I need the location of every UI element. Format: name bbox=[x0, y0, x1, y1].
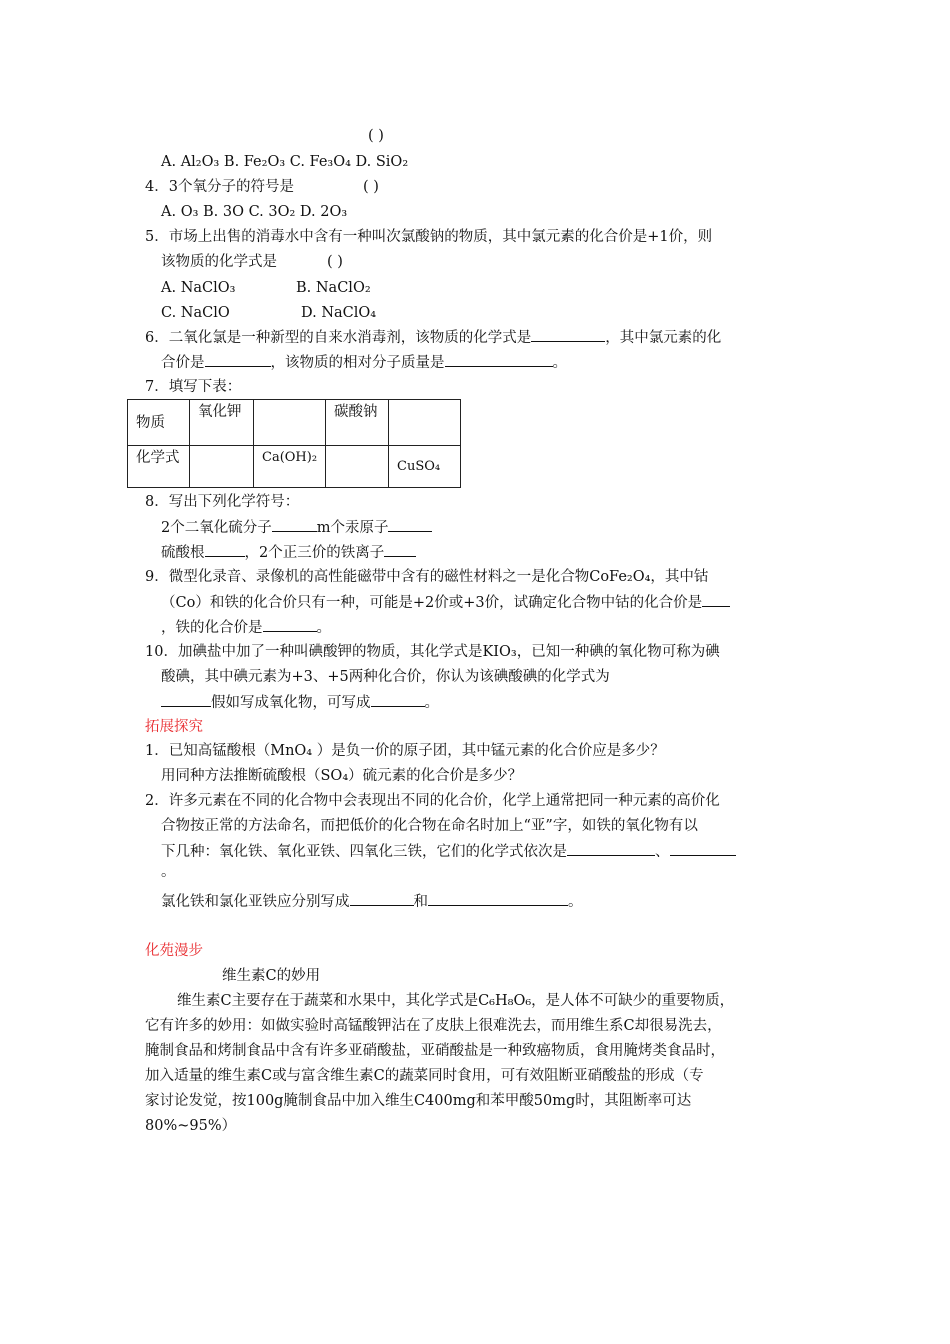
table-cell: 物质 bbox=[128, 400, 190, 446]
q6-blank-formula[interactable] bbox=[531, 327, 605, 342]
q6-text-a: 6．二氧化氯是一种新型的自来水消毒剂，该物质的化学式是 bbox=[145, 330, 532, 346]
table-cell: Ca(OH)₂ bbox=[254, 446, 326, 488]
extend-q2-line4: 。 bbox=[161, 864, 176, 880]
q9-text-b: ，铁的化合价是 bbox=[161, 620, 263, 636]
q10-blank-formula[interactable] bbox=[161, 692, 211, 707]
q6-blank-mass[interactable] bbox=[445, 352, 553, 367]
table-cell: 化学式 bbox=[128, 446, 190, 488]
extend-q2-text-a: 下几种：氧化铁、氧化亚铁、四氧化三铁，它们的化学式依次是 bbox=[161, 844, 567, 860]
extend-q2-blank-3[interactable] bbox=[350, 891, 414, 906]
q9-text-c: 。 bbox=[316, 620, 331, 636]
extend-q2-blank-2[interactable] bbox=[670, 841, 736, 856]
q3-options: A. Al₂O₃ B. Fe₂O₃ C. Fe₃O₄ D. SiO₂ bbox=[161, 154, 409, 170]
q6-line1 bbox=[145, 327, 721, 348]
q5-option-a: A. NaClO₃ bbox=[161, 280, 236, 296]
q6-blank-valence[interactable] bbox=[205, 352, 271, 367]
q4-answer-paren: ( ) bbox=[363, 179, 379, 195]
garden-paragraph-line: 80%~95%） bbox=[145, 1118, 237, 1134]
q5-option-b: B. NaClO₂ bbox=[296, 280, 371, 296]
q8-text-hg: m个汞原子 bbox=[316, 520, 389, 536]
q5-option-d: D. NaClO₄ bbox=[301, 305, 377, 321]
q5-line2: 该物质的化学式是 bbox=[161, 254, 277, 270]
q9-blank-fe[interactable] bbox=[263, 617, 317, 632]
q8-blank-so2[interactable] bbox=[272, 517, 317, 532]
extend-heading: 拓展探究 bbox=[145, 719, 203, 735]
q5-answer-paren: ( ) bbox=[327, 254, 343, 270]
q8-blank-hg[interactable] bbox=[388, 517, 432, 532]
extend-q1-line2: 用同种方法推断硫酸根（SO₄）硫元素的化合价是多少？ bbox=[161, 768, 523, 784]
q9-line2 bbox=[161, 592, 730, 613]
extend-q2-line1: 2．许多元素在不同的化合物中会表现出不同的化合价，化学上通常把同一种元素的高价化 bbox=[145, 793, 720, 809]
q8-text-fe: ，2个正三价的铁离子 bbox=[244, 545, 385, 561]
q10-line3 bbox=[161, 692, 439, 713]
q8-text-sulfate: 硫酸根 bbox=[161, 545, 205, 561]
extend-q2-text-d: 和 bbox=[413, 894, 428, 910]
q4-options: A. O₃ B. 3O C. 3O₂ D. 2O₃ bbox=[161, 204, 348, 220]
q8-stem: 8．写出下列化学符号： bbox=[145, 494, 300, 510]
q10-blank-oxide[interactable] bbox=[371, 692, 425, 707]
table-cell[interactable] bbox=[190, 446, 254, 488]
table-cell[interactable] bbox=[389, 400, 461, 446]
q4-stem: 4．3个氧分子的符号是 bbox=[145, 179, 294, 195]
table-cell: 碳酸钠 bbox=[326, 400, 389, 446]
q10-line1: 10．加碘盐中加了一种叫碘酸钾的物质，其化学式是KIO₃，已知一种碘的氧化物可称为碘 bbox=[145, 644, 720, 660]
q5-option-c: C. NaClO bbox=[161, 305, 230, 321]
q6-line2 bbox=[161, 352, 567, 373]
q6-text-c: 合价是 bbox=[161, 355, 205, 371]
extend-q2-text-b: 、 bbox=[655, 844, 670, 860]
q7-fill-table bbox=[127, 399, 461, 488]
extend-q2-blank-1[interactable] bbox=[567, 841, 655, 856]
q7-stem: 7．填写下表： bbox=[145, 379, 242, 395]
q10-text-b: 。 bbox=[424, 695, 439, 711]
q10-text-a: 假如写成氧化物，可写成 bbox=[211, 695, 371, 711]
q5-line1: 5．市场上出售的消毒水中含有一种叫次氯酸钠的物质，其中氯元素的化合价是+1价，则 bbox=[145, 229, 713, 245]
table-cell[interactable] bbox=[326, 446, 389, 488]
q8-line2 bbox=[161, 542, 416, 563]
q9-text-a: （Co）和铁的化合价只有一种，可能是+2价或+3价，试确定化合物中钴的化合价是 bbox=[161, 595, 703, 611]
garden-paragraph-line: 加入适量的维生素C或与富含维生素C的蔬菜同时食用，可有效阻断亚硝酸盐的形成（专 bbox=[145, 1068, 704, 1084]
q8-line1 bbox=[161, 517, 432, 538]
extend-q2-line2: 合物按正常的方法命名，而把低价的化合物在命名时加上“亚”字，如铁的氧化物有以 bbox=[161, 818, 698, 834]
table-cell: 氧化钾 bbox=[190, 400, 254, 446]
garden-paragraph-line: 家讨论发觉，按100g腌制食品中加入维生C400mg和苯甲酸50mg时，其阻断率可达 bbox=[145, 1093, 692, 1109]
q9-blank-co[interactable] bbox=[702, 592, 730, 607]
q8-text-so2: 2个二氧化硫分子 bbox=[161, 520, 272, 536]
extend-q2-text-e: 。 bbox=[568, 894, 583, 910]
q3-answer-paren: ( ) bbox=[368, 128, 384, 144]
table-cell: CuSO₄ bbox=[389, 446, 461, 488]
garden-title: 维生素C的妙用 bbox=[222, 968, 321, 984]
q6-text-e: 。 bbox=[552, 355, 567, 371]
extend-q2-line5 bbox=[161, 891, 583, 912]
garden-paragraph-line: 腌制食品和烤制食品中含有许多亚硝酸盐，亚硝酸盐是一种致癌物质，食用腌烤类食品时， bbox=[145, 1043, 725, 1059]
extend-q1-line1: 1．已知高锰酸根（MnO₄ ）是负一价的原子团，其中锰元素的化合价应是多少？ bbox=[145, 743, 665, 759]
q10-line2: 酸碘，其中碘元素为+3、+5两种化合价，你认为该碘酸碘的化学式为 bbox=[161, 669, 610, 685]
q6-text-b: ，其中氯元素的化 bbox=[605, 330, 722, 346]
q9-line1: 9．微型化录音、录像机的高性能磁带中含有的磁性材料之一是化合物CoFe₂O₄，其中钴 bbox=[145, 569, 709, 585]
garden-paragraph-line: 维生素C主要存在于蔬菜和水果中，其化学式是C₆H₈O₆，是人体不可缺少的重要物质， bbox=[177, 993, 735, 1009]
extend-q2-text-c: 氯化铁和氯化亚铁应分别写成 bbox=[161, 894, 350, 910]
table-cell[interactable] bbox=[254, 400, 326, 446]
q9-line3 bbox=[161, 617, 331, 638]
extend-q2-blank-4[interactable] bbox=[428, 891, 568, 906]
q6-text-d: ，该物质的相对分子质量是 bbox=[270, 355, 445, 371]
garden-paragraph-line: 它有许多的妙用：如做实验时高锰酸钾沾在了皮肤上很难洗去，而用维生系C却很易洗去， bbox=[145, 1018, 722, 1034]
garden-heading: 化苑漫步 bbox=[145, 943, 203, 959]
q8-blank-sulfate[interactable] bbox=[205, 542, 245, 557]
extend-q2-line3 bbox=[161, 841, 736, 862]
q8-blank-fe[interactable] bbox=[384, 542, 416, 557]
